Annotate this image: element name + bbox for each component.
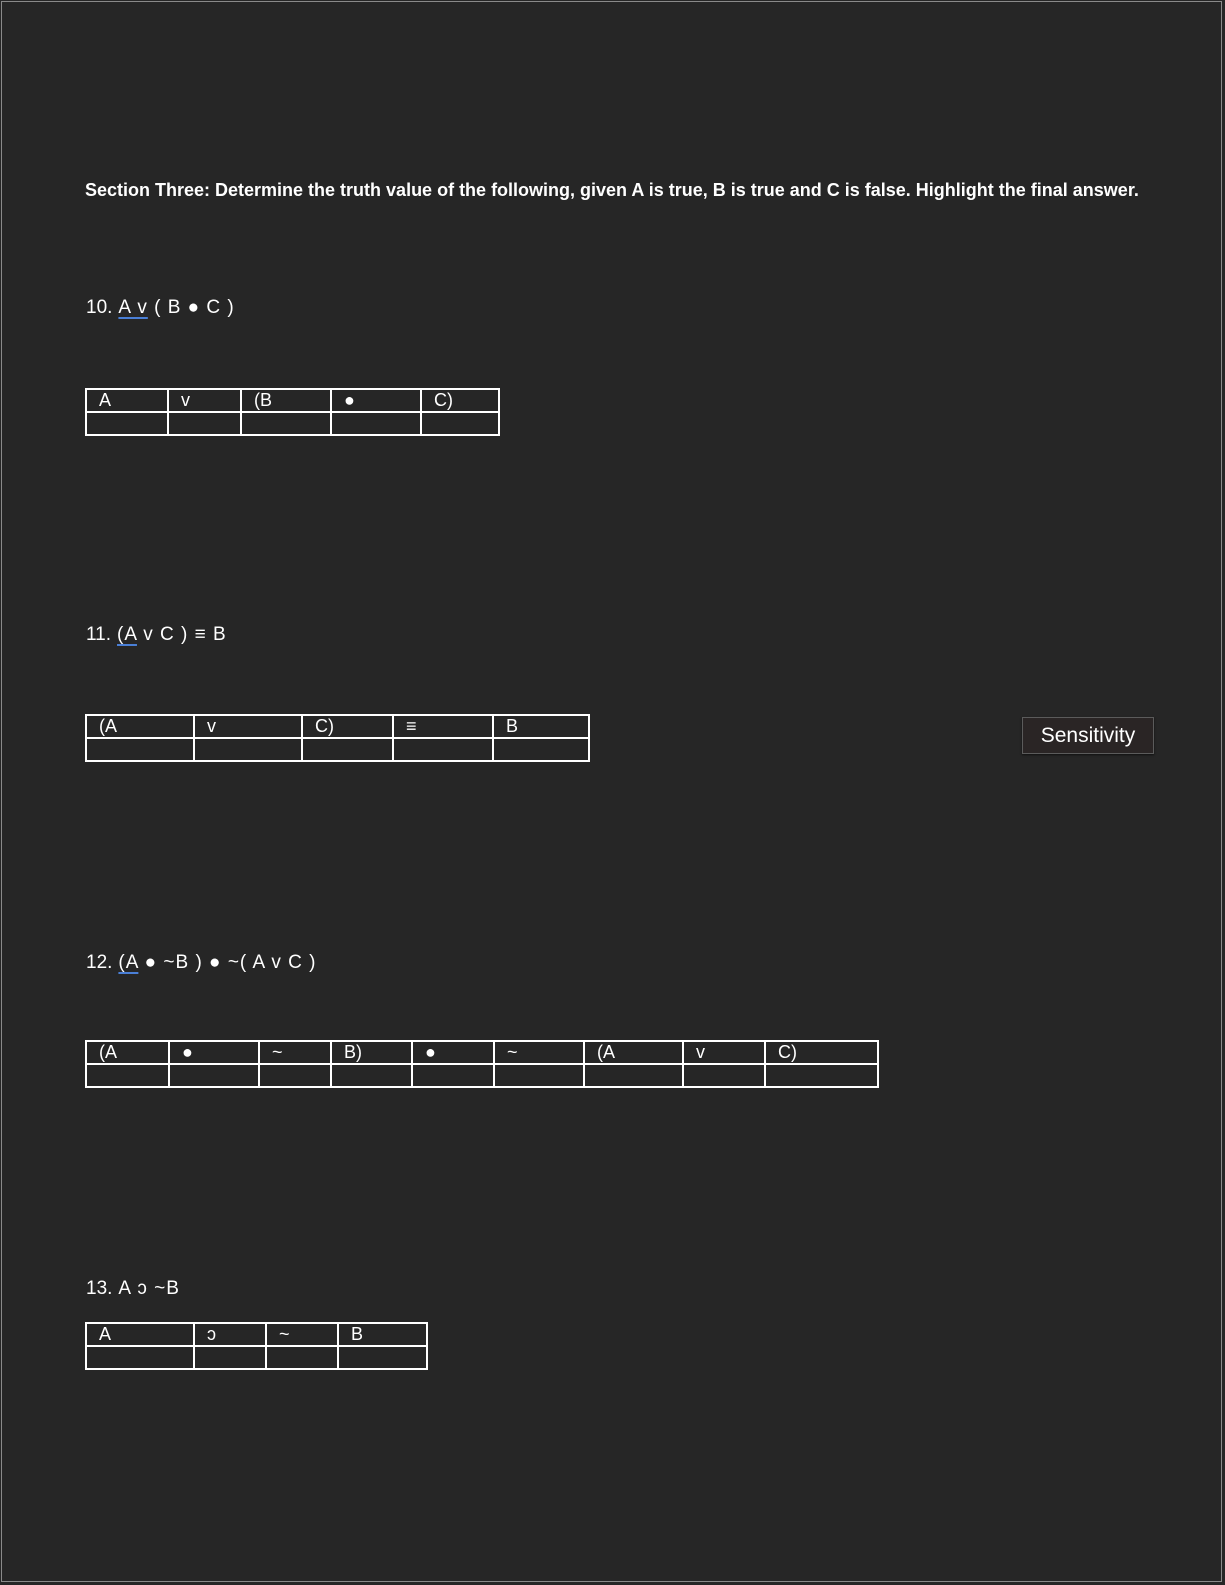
expression-underlined: (A	[117, 624, 137, 645]
answer-cell[interactable]	[169, 1064, 259, 1087]
question-number: 13.	[86, 1278, 113, 1299]
header-cell: (B	[241, 389, 331, 412]
answer-cell[interactable]	[331, 412, 421, 435]
header-cell: ●	[169, 1041, 259, 1064]
header-cell: C)	[765, 1041, 878, 1064]
answer-cell[interactable]	[338, 1346, 427, 1369]
header-cell: v	[168, 389, 241, 412]
header-cell: v	[683, 1041, 765, 1064]
answer-cell[interactable]	[302, 738, 393, 761]
question-number: 12.	[86, 952, 113, 973]
sensitivity-label[interactable]: Sensitivity	[1022, 717, 1154, 754]
answer-cell[interactable]	[494, 1064, 584, 1087]
answer-cell[interactable]	[584, 1064, 683, 1087]
answer-cell[interactable]	[86, 412, 168, 435]
header-cell: B)	[331, 1041, 412, 1064]
header-cell: ɔ	[194, 1323, 266, 1346]
answer-cell[interactable]	[194, 738, 302, 761]
answer-cell[interactable]	[86, 1346, 194, 1369]
header-cell: A	[86, 1323, 194, 1346]
header-cell: ~	[494, 1041, 584, 1064]
expression: ( B ● C )	[147, 297, 235, 318]
answer-row	[86, 1346, 427, 1369]
answer-cell[interactable]	[765, 1064, 878, 1087]
answer-cell[interactable]	[168, 412, 241, 435]
answer-cell[interactable]	[259, 1064, 331, 1087]
question-11	[86, 624, 227, 646]
expression-underlined: (A	[118, 952, 139, 973]
expression: v C ) ≡ B	[136, 624, 227, 645]
table-header-row	[86, 1041, 878, 1064]
answer-cell[interactable]	[412, 1064, 494, 1087]
answer-cell[interactable]	[86, 738, 194, 761]
answer-row	[86, 1064, 878, 1087]
answer-cell[interactable]	[194, 1346, 266, 1369]
header-cell: ~	[266, 1323, 338, 1346]
answer-cell[interactable]	[493, 738, 589, 761]
header-cell: A	[86, 389, 168, 412]
answer-cell[interactable]	[331, 1064, 412, 1087]
header-cell: (A	[584, 1041, 683, 1064]
answer-row	[86, 738, 589, 761]
truth-table-13	[85, 1322, 428, 1370]
header-cell: v	[194, 715, 302, 738]
answer-cell[interactable]	[86, 1064, 169, 1087]
section-instructions: Section Three: Determine the truth value of the following, given A is true, B is true and C is false. Highlight the final answer.	[85, 180, 1139, 200]
header-cell: ●	[412, 1041, 494, 1064]
expression: A ɔ ~B	[118, 1278, 180, 1299]
answer-cell[interactable]	[266, 1346, 338, 1369]
header-cell: ≡	[393, 715, 493, 738]
header-cell: (A	[86, 1041, 169, 1064]
table-header-row	[86, 1323, 427, 1346]
header-cell: (A	[86, 715, 194, 738]
expression-underlined: A v	[118, 297, 148, 318]
question-10	[86, 297, 235, 319]
truth-table-10	[85, 388, 500, 436]
question-13	[86, 1278, 180, 1300]
header-cell: B	[338, 1323, 427, 1346]
question-12	[86, 952, 316, 974]
question-number: 10.	[86, 297, 113, 318]
expression: ● ~B ) ● ~( A v C )	[138, 952, 317, 973]
answer-cell[interactable]	[393, 738, 493, 761]
answer-row	[86, 412, 499, 435]
answer-cell[interactable]	[421, 412, 499, 435]
truth-table-11	[85, 714, 590, 762]
truth-table-12	[85, 1040, 879, 1088]
header-cell: ~	[259, 1041, 331, 1064]
table-header-row	[86, 389, 499, 412]
header-cell: ●	[331, 389, 421, 412]
header-cell: C)	[302, 715, 393, 738]
table-header-row	[86, 715, 589, 738]
question-number: 11.	[86, 624, 112, 645]
answer-cell[interactable]	[683, 1064, 765, 1087]
header-cell: B	[493, 715, 589, 738]
answer-cell[interactable]	[241, 412, 331, 435]
header-cell: C)	[421, 389, 499, 412]
